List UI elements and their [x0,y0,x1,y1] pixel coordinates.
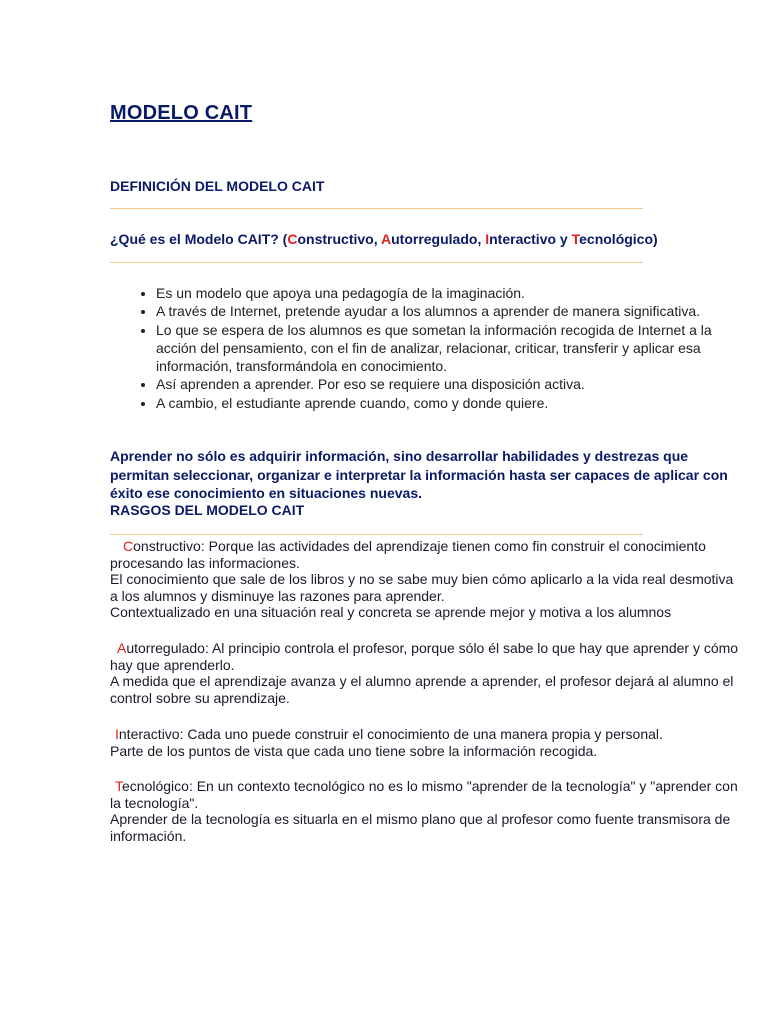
list-item: • Es un modelo que apoya una pedagogía de la imaginación. [156,284,716,302]
trait-initial: I [115,726,119,742]
trait-constructivo: Constructivo: Porque las actividades del aprendizaje tienen como fin construir el conocimiento procesando las informaciones. El conocimiento que sale de los libros y no se sabe muy bien cómo aplicarlo a la vida real desmotiva a los alumnos y disminuye las razones para aprender. Contextualizado en una situación real y concreta se aprende mejor y motiva a los alumnos [110,538,734,621]
list-item: • A cambio, el estudiante aprende cuando, como y donde quiere. [156,394,716,412]
trait-initial: C [123,538,134,554]
divider-rule [110,262,643,263]
initial-i: I [485,231,490,247]
divider-rule [110,208,643,209]
page-title: MODELO CAIT [110,102,253,124]
list-item: • Lo que se espera de los alumnos es que sometan la información recogida de Internet a la acción del pensamiento, con el fin de analizar, relacionar, criticar, transferir y aplicar esa información, transformándola en conocimiento. [156,321,716,376]
traits-heading: RASGOS DEL MODELO CAIT [110,502,305,518]
list-item: • A través de Internet, pretende ayudar a los alumnos a aprender de manera significativa. [156,302,716,320]
initial-c: C [287,231,298,247]
definition-bullet-list [130,284,716,412]
trait-initial: T [115,778,122,794]
question-line: ¿Qué es el Modelo CAIT? (Constructivo, Autorregulado, Interactivo y Tecnológico) [110,231,658,247]
key-statement: Aprender no sólo es adquirir información, sino desarrollar habilidades y destrezas que permitan seleccionar, organizar e interpretar la información hasta ser capaces de aplicar con éxito ese conocimiento en situaciones nuevas. [110,448,728,501]
divider-rule [110,534,643,535]
trait-tecnologico: Tecnológico: En un contexto tecnológico no es lo mismo "aprender de la tecnología" y "aprender con la tecnología". Aprender de la tecnología es situarla en el mismo plano que al profesor como fuente transmisora de información. [110,778,738,844]
trait-interactivo: Interactivo: Cada uno puede construir el conocimiento de una manera propia y personal. Parte de los puntos de vista que cada uno tiene sobre la información recogida. [110,726,663,759]
trait-initial: A [117,640,127,656]
initial-a: A [380,231,392,247]
trait-autorregulado: Autorregulado: Al principio controla el profesor, porque sólo él sabe lo que hay que aprender y cómo hay que aprenderlo. A medida que el aprendizaje avanza y el alumno aprende a aprender, el profesor dejará al alumno el control sobre su aprendizaje. [110,640,739,706]
initial-t: T [571,231,580,247]
definition-heading: DEFINICIÓN DEL MODELO CAIT [110,178,325,194]
list-item: • Así aprenden a aprender. Por eso se requiere una disposición activa. [156,375,716,393]
